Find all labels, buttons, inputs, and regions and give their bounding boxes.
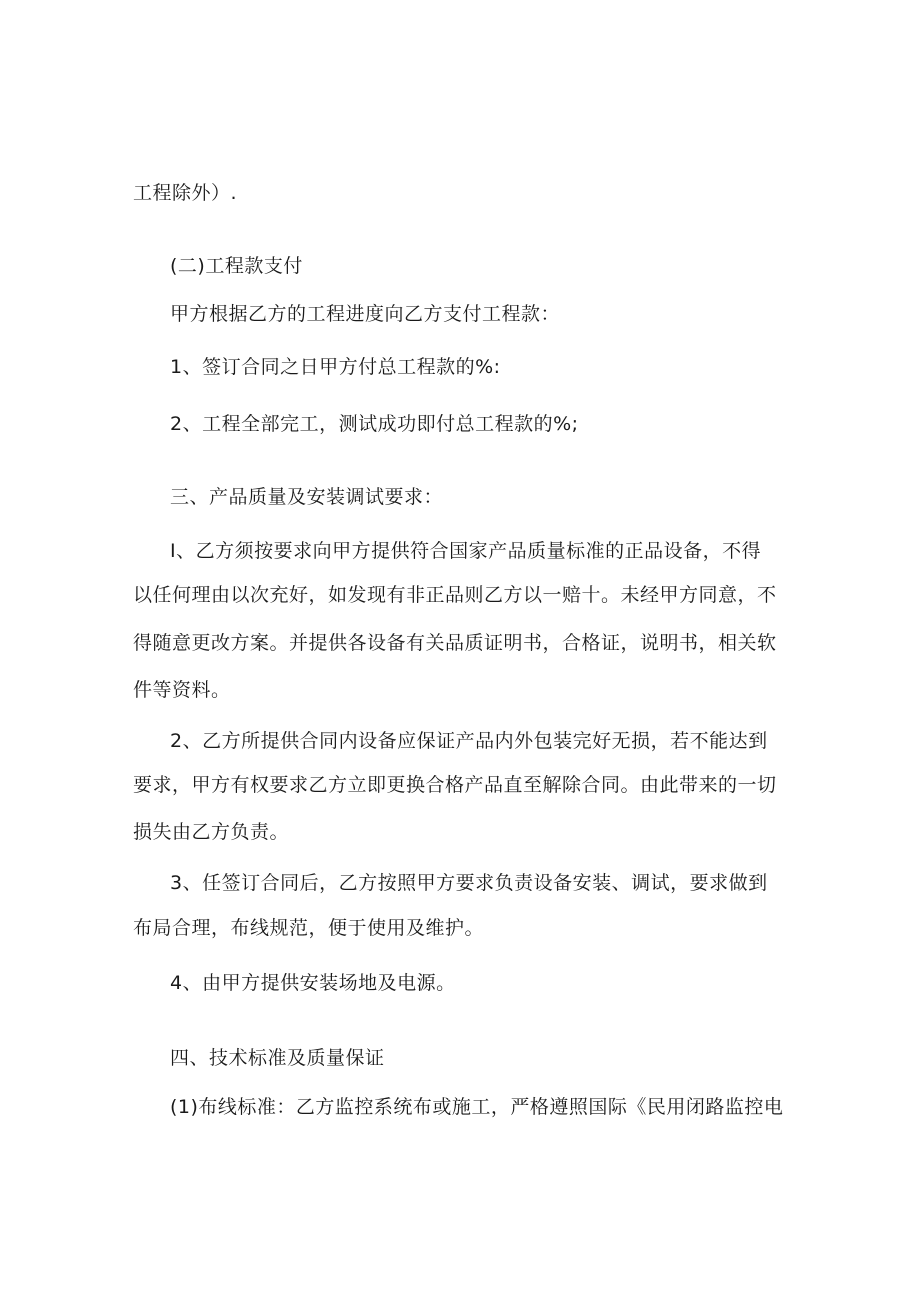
section3-item-1-line-3: 得随意更改方案。并提供各设备有关品质证明书，合格证，说明书，相关软 xyxy=(133,632,777,654)
section3-item-1-line-4: 件等资料。 xyxy=(133,679,231,701)
section3-item-3-line-2: 布局合理，布线规范，便于使用及维护。 xyxy=(133,917,485,939)
section3-item-1-line-2: 以任何理由以次充好，如发现有非正品则乙方以一赔十。未经甲方同意，不 xyxy=(133,584,777,606)
section3-heading: 三、产品质量及安装调试要求： xyxy=(170,486,444,508)
payment-item-2: 2、工程全部完工，测试成功即付总工程款的%; xyxy=(170,413,579,435)
section3-item-1-line-1: I、乙方须按要求向甲方提供符合国家产品质量标准的正品设备，不得 xyxy=(170,540,762,562)
section4-item-1: (1)布线标准：乙方监控系统布或施工，严格遵照国际《民用闭路监控电 xyxy=(170,1096,784,1118)
section3-item-2-line-3: 损失由乙方负责。 xyxy=(133,821,290,843)
section4-heading: 四、技术标准及质量保证 xyxy=(170,1047,385,1069)
section3-item-2-line-2: 要求，甲方有权要求乙方立即更换合格产品直至解除合同。由此带来的一切 xyxy=(133,774,777,796)
section3-item-2-line-1: 2、乙方所提供合同内设备应保证产品内外包装完好无损，若不能达到 xyxy=(170,730,768,752)
payment-item-1: 1、签订合同之日甲方付总工程款的%: xyxy=(170,356,501,378)
section2-heading: (二)工程款支付 xyxy=(170,255,303,277)
continuation-line: 工程除外）. xyxy=(133,182,238,204)
section3-item-4-line-1: 4、由甲方提供安装场地及电源。 xyxy=(170,972,456,994)
payment-intro: 甲方根据乙方的工程进度向乙方支付工程款： xyxy=(170,303,561,325)
section3-item-3-line-1: 3、任签订合同后，乙方按照甲方要求负责设备安装、调试，要求做到 xyxy=(170,872,768,894)
